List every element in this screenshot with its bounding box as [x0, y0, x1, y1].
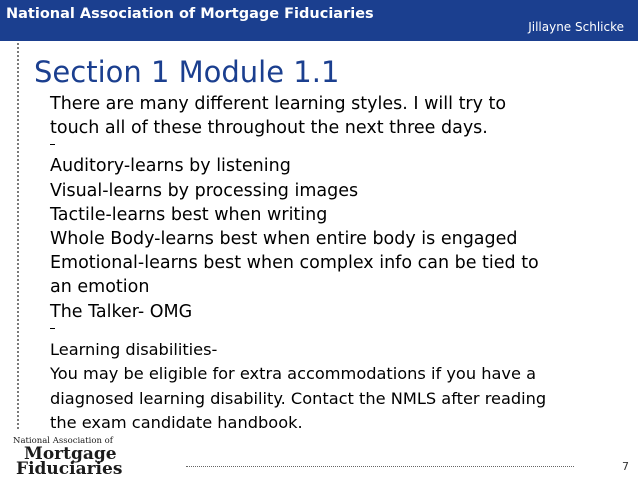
logo-line-1: National Association of [13, 436, 113, 446]
body-line: the exam candidate handbook. [50, 413, 303, 433]
learning-style-item: an emotion [50, 277, 150, 298]
left-dotted-rule [17, 43, 19, 429]
body-line: touch all of these throughout the next three days. [50, 118, 488, 139]
learning-style-item: The Talker- OMG [50, 301, 193, 322]
footer-dotted-rule [186, 466, 574, 467]
body-line: There are many different learning styles. I will try to [50, 94, 507, 114]
body-line: You may be eligible for extra accommodations if you have a [50, 364, 537, 384]
learning-style-item: Whole Body-learns best when entire body is engaged [50, 229, 518, 250]
logo-line-3: Fiduciaries [16, 459, 123, 479]
separator-mark [50, 324, 620, 338]
header-bar [0, 0, 638, 41]
body-line: diagnosed learning disability. Contact the NMLS after reading [50, 388, 547, 408]
org-title: National Association of Mortgage Fiduciaries [6, 6, 374, 22]
logo-line-2: Mortgage [24, 444, 117, 464]
learning-style-item: Visual-learns by processing images [50, 180, 359, 201]
slide-title: Section 1 Module 1.1 [34, 55, 340, 89]
learning-style-item: Tactile-learns best when writing [50, 204, 328, 225]
presenter-name: Jillayne Schlicke [528, 20, 624, 34]
separator-mark [50, 140, 620, 154]
learning-style-item: Auditory-learns by listening [50, 156, 291, 177]
page-number: 7 [622, 460, 629, 473]
slide-body [50, 92, 620, 436]
learning-style-item: Emotional-learns best when complex info can be tied to [50, 253, 539, 274]
body-line: Learning disabilities- [50, 339, 218, 359]
org-logo [10, 436, 123, 479]
